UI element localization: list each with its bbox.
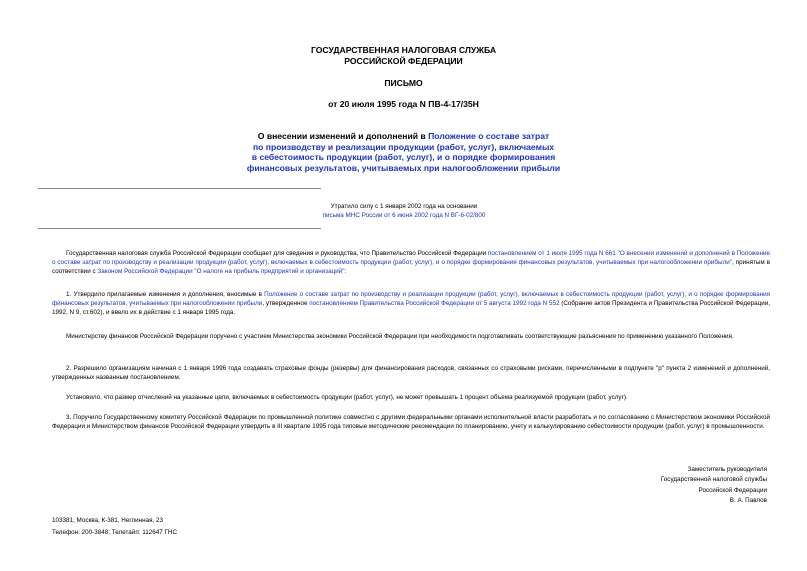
phone-line: Телефон: 200-3848; Телетайп: 112647 ГНС bbox=[52, 528, 178, 536]
paragraph-5 bbox=[52, 394, 770, 403]
paragraph-4 bbox=[52, 365, 770, 383]
paragraph-1-text-a: Государственная налоговая служба Российской Федерации сообщает для сведения и руководства, что Правительство Российской Федерации bbox=[66, 250, 488, 257]
agency-line-1: ГОСУДАРСТВЕННАЯ НАЛОГОВАЯ СЛУЖБА bbox=[310, 45, 497, 55]
paragraph-4-text: 2. Разрешило организациям начиная с 1 января 1996 года создавать страховые фонды (резервы) для финансирования расходов, связанных со страховыми рисками, перечисленными в подпункте "р" пункта 2 изменений и дополнений, утвержденных названным постановлением. bbox=[52, 365, 770, 381]
title-prefix: О внесении изменений и дополнений в bbox=[257, 131, 429, 141]
signature-line-3: Российской Федерации bbox=[698, 486, 767, 494]
resolution-552-link[interactable]: постановлением Правительства Российской Федерации от 5 августа 1992 года N 552 bbox=[309, 299, 560, 307]
title-link-regulation[interactable]: Положение о составе затрат bbox=[428, 131, 550, 141]
address-block bbox=[52, 515, 177, 538]
paragraph-2-text-b: , утвержденное bbox=[262, 299, 310, 307]
paragraph-3-text: Министерству финансов Российской Федерации поручено с участием Министерства экономики Российской Федерации при необходимости подготавливать соответствующие разъяснения по применению указанного Положения. bbox=[66, 333, 734, 340]
paragraph-6 bbox=[52, 414, 770, 432]
document-type: ПИСЬМО bbox=[384, 78, 423, 88]
signature-line-2: Государственной налоговой службы bbox=[660, 476, 767, 484]
signature-block bbox=[661, 465, 767, 506]
title-link-line-2[interactable]: по производству и реализации продукции (работ, услуг), включаемых bbox=[252, 141, 555, 152]
paragraph-6-text: 3. Поручило Государственному комитету Российской Федерации по промышленной политике совместно с другими федеральными органами исполнительной власти разработать и по согласованию с Министерством экономики Российской Федерации и Министерством финансов Российской Федерации утвердить в III квартале 1995 года типовые методические рекомендации по планированию, учету и калькулированию себестоимости продукции (работ, услуг) в промышленности. bbox=[52, 414, 770, 430]
title-link-line-3[interactable]: в себестоимость продукции (работ, услуг), и о порядке формирования bbox=[251, 152, 556, 162]
agency-name bbox=[0, 45, 807, 66]
paragraph-1-text-b: , принятым в соответствии с bbox=[52, 258, 770, 275]
paragraph-1 bbox=[52, 250, 770, 277]
paragraph-2-text-a: 1. Утвердило прилагаемые изменения и дополнения, вносимые в bbox=[66, 291, 265, 298]
divider-top bbox=[38, 188, 321, 189]
signature-name: В. А. Павлов bbox=[729, 496, 767, 504]
status-note bbox=[280, 202, 528, 220]
document-title bbox=[120, 131, 687, 173]
resolution-661-link[interactable]: постановлением от 1 июля 1995 года N 661 "О внесении изменений и дополнений в Положение о составе затрат по производству и реализации продукции (работ, услуг), включаемых в себестоимость продукции (работ, услуг), и о порядке формирования финансовых результатов, учитываемых при налогообложении прибыли" bbox=[52, 250, 770, 266]
address-line: 103381, Москва, К-381, Неглинная, 23 bbox=[52, 517, 164, 524]
agency-line-2: РОССИЙСКОЙ ФЕДЕРАЦИИ bbox=[344, 55, 463, 66]
divider-bottom bbox=[38, 228, 321, 229]
title-link-line-4[interactable]: финансовых результатов, учитываемых при налогообложении прибыли bbox=[246, 162, 561, 173]
status-link[interactable]: письма МНС России от 6 июня 2002 года N ВГ-6-02/800 bbox=[322, 212, 486, 219]
signature-line-1: Заместитель руководителя bbox=[687, 466, 767, 473]
paragraph-2-text-c: (Собрание актов Президента и Правительства Российской Федерации, 1992, N 9, ст.602), и ввело их в действие с 1 января 1995 года. bbox=[52, 299, 770, 316]
profit-tax-law-link[interactable]: Законом Российской Федерации "О налоге на прибыль предприятий и организаций" bbox=[97, 267, 345, 275]
paragraph-3 bbox=[52, 333, 770, 342]
paragraph-2 bbox=[52, 291, 770, 318]
status-line: Утратило силу с 1 января 2002 года на основании bbox=[330, 203, 478, 210]
paragraph-1-text-c: : bbox=[344, 267, 347, 275]
document-date: от 20 июля 1995 года N ПВ-4-17/35Н bbox=[328, 99, 479, 109]
regulation-link[interactable]: Положение о составе затрат по производству и реализации продукции (работ, услуг), включаемых в себестоимость продукции (работ, услуг), и о порядке формирования финансовых результатов, учитываемых при налогообложении прибыли bbox=[52, 291, 770, 307]
paragraph-5-text: Установило, что размер отчислений на указанные цели, включаемых в себестоимость продукции (работ, услуг), не может превышать 1 процент объема реализуемой продукции (работ, услуг). bbox=[66, 394, 628, 401]
